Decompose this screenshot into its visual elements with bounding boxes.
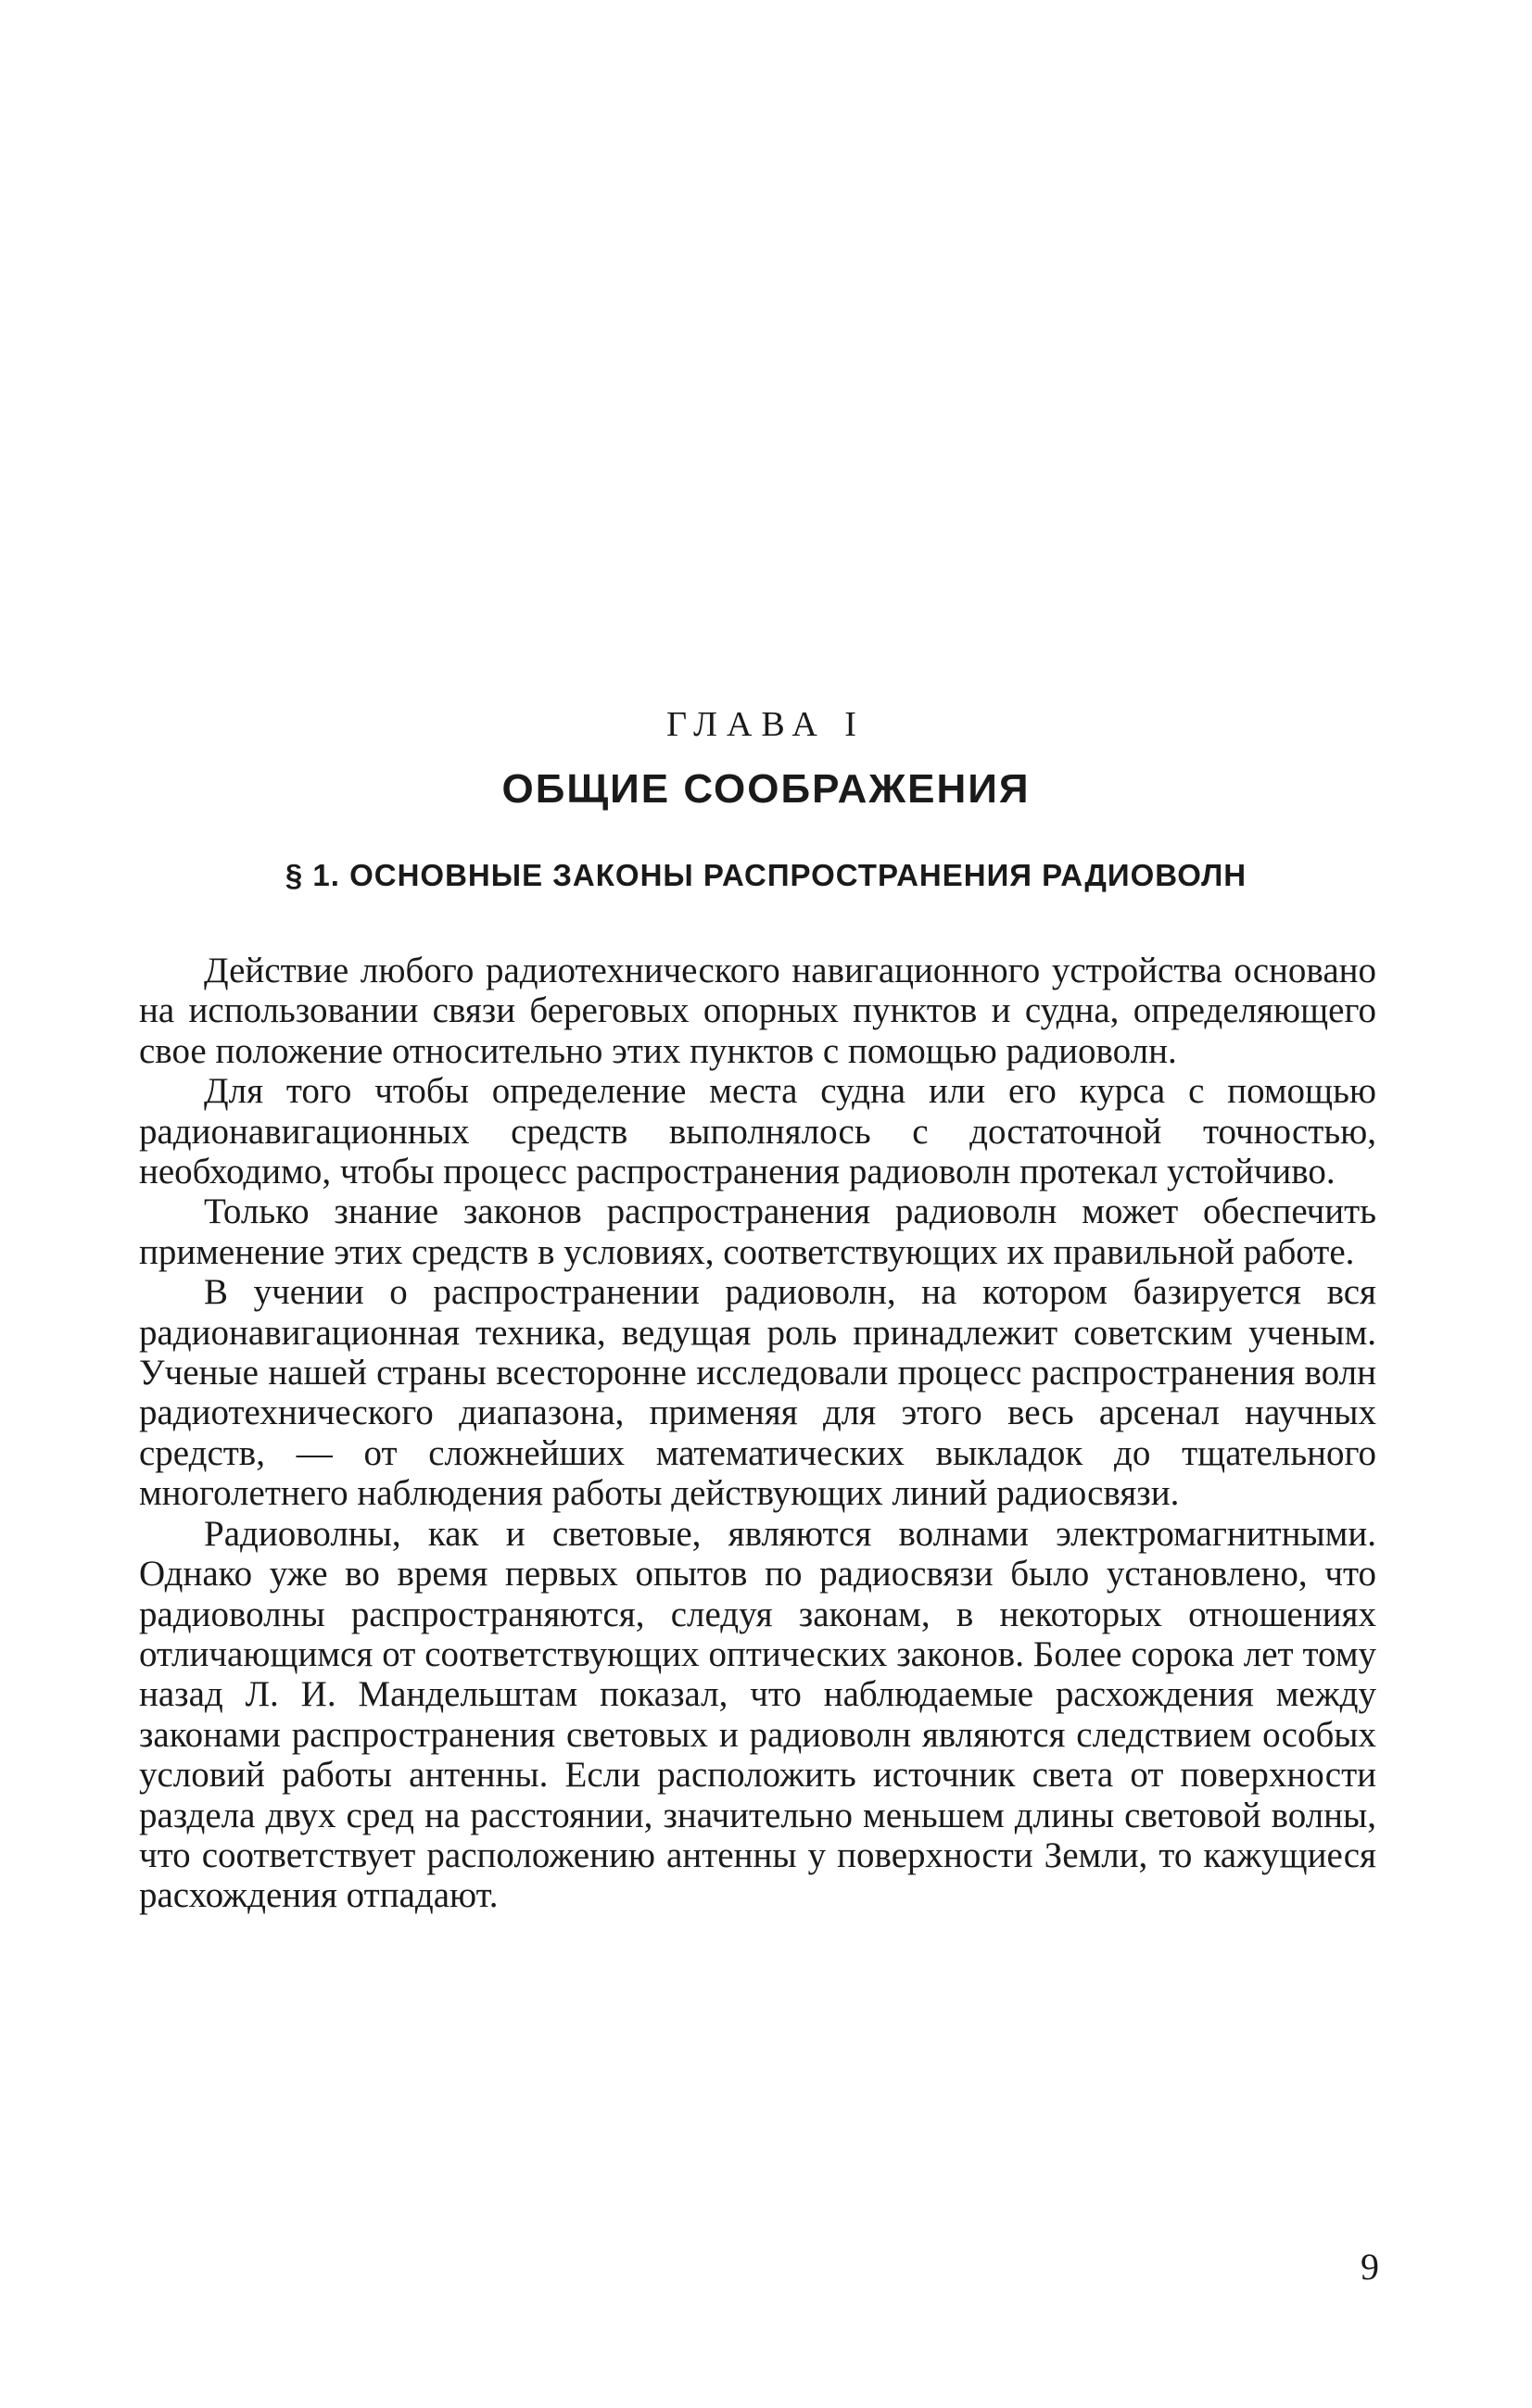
paragraph: Действие любого радиотехнического навигационного устройства основано на использовании связи береговых опорных пунктов и судна, определяющего свое положение относительно этих пунктов с помощью радиоволн. (139, 951, 1376, 1071)
chapter-title: ОБЩИЕ СООБРАЖЕНИЯ (501, 766, 1031, 812)
paragraph: В учении о распространении радиоволн, на котором базируется вся радионавигационная техника, ведущая роль принадлежит советским ученым. Ученые нашей страны всесторонне исследовали процесс распространения волн радиотехнического диапазона, применяя для этого весь арсенал научных средств, — от сложнейших математических выкладок до тщательного многолетнего наблюдения работы действующих линий радиосвязи. (139, 1272, 1376, 1514)
page-number: 9 (1361, 2246, 1379, 2288)
body-text (139, 951, 1376, 1916)
paragraph: Радиоволны, как и световые, являются волнами электромагнитными. Однако уже во время первых опытов по радиосвязи было установлено, что радиоволны распространяются, следуя законам, в некоторых отношениях отличающимся от соответствующих оптических законов. Более сорока лет тому назад Л. И. Мандельштам показал, что наблюдаемые расхождения между законами распространения световых и радиоволн являются следствием особых условий работы антенны. Если расположить источник света от поверхности раздела двух сред на расстоянии, значительно меньшем длины световой волны, что соответствует расположению антенны у поверхности Земли, то кажущиеся расхождения отпадают. (139, 1513, 1376, 1916)
paragraph: Только знание законов распространения радиоволн может обеспечить применение этих средств в условиях, соответствующих их правильной работе. (139, 1191, 1376, 1272)
section-heading: § 1. ОСНОВНЫЕ ЗАКОНЫ РАСПРОСТРАНЕНИЯ РАДИОВОЛН (285, 858, 1247, 892)
paragraph: Для того чтобы определение места судна или его курса с помощью радионавигационных средств выполнялось с достаточной точностью, необходимо, чтобы процесс распространения радиоволн протекал устойчиво. (139, 1071, 1376, 1192)
chapter-label: ГЛАВА I (666, 705, 866, 744)
